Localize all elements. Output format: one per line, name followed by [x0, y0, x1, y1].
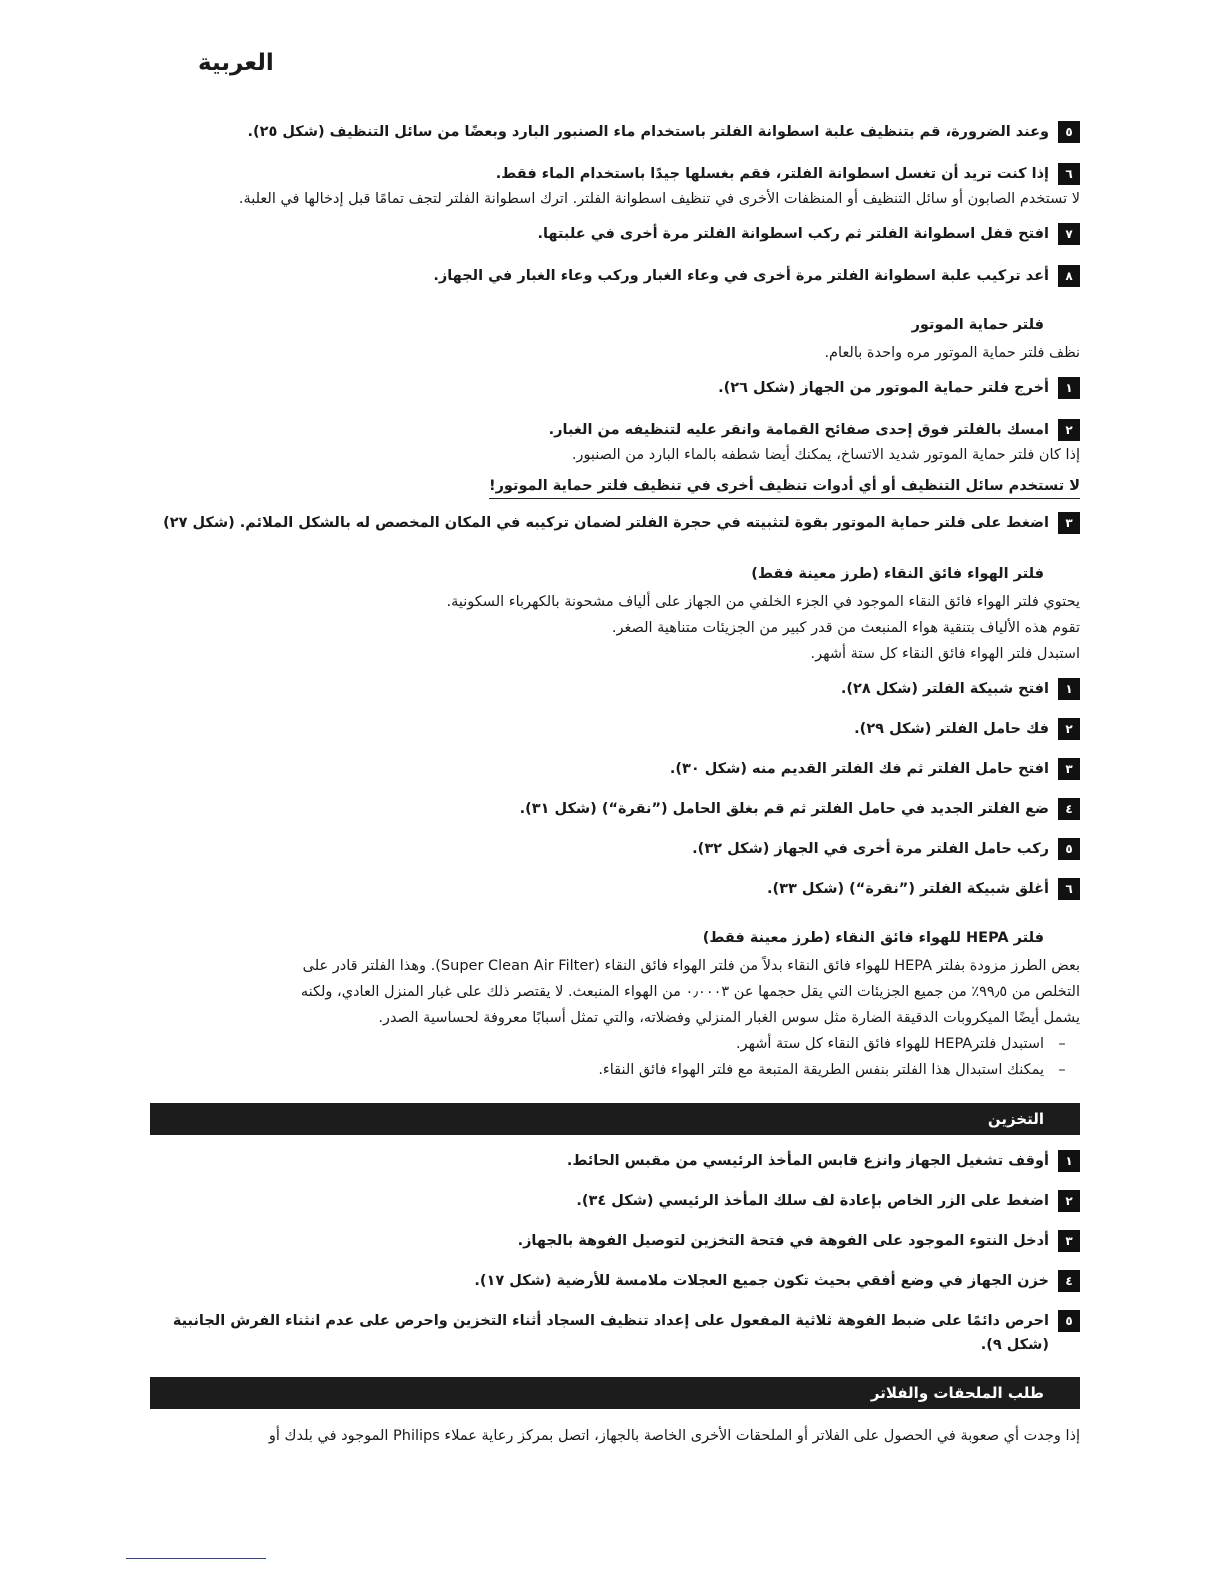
section-band-accessories: طلب الملحقات والفلاتر: [150, 1377, 1080, 1409]
step-number-badge: ٣: [1058, 512, 1080, 534]
footer-rule: [126, 1558, 266, 1559]
step-text: اضغط على الزر الخاص بإعادة لف سلك المأخذ الرئيسي (شكل ٣٤).: [576, 1193, 1049, 1209]
super-clean-line-2: تقوم هذه الألياف بتنقية هواء المنبعث من قدر كبير من الجزيئات متناهية الصغر.: [611, 620, 1080, 636]
motor-step-1: [150, 376, 1080, 400]
section-band-storage: التخزين: [150, 1103, 1080, 1135]
step-number-badge: ٣: [1058, 1230, 1080, 1252]
step-text: خزن الجهاز في وضع أفقي بحيث تكون جميع العجلات ملامسة للأرضية (شكل ١٧).: [474, 1273, 1049, 1289]
motor-note: إذا كان فلتر حماية الموتور شديد الاتساخ، يمكنك أيضا شطفه بالماء البارد من الصنبور.: [571, 447, 1080, 463]
step-number-badge: ٨: [1058, 265, 1080, 287]
step-8-reassemble: [150, 264, 1080, 288]
step-7-unlock-cylinder: [150, 222, 1080, 246]
step-number-badge: ٧: [1058, 223, 1080, 245]
step-text: احرص دائمًا على ضبط الفوهة ثلاثية المفعول على إعداد تنظيف السجاد أثناء التخزين واحرص على عدم انثناء الفرش الجانبية (شكل ٩).: [172, 1313, 1049, 1353]
step-number-badge: ١: [1058, 377, 1080, 399]
step-text: ركب حامل الفلتر مرة أخرى في الجهاز (شكل ٣٢).: [692, 841, 1049, 857]
motor-warning: لا تستخدم سائل التنظيف أو أي أدوات تنظيف أخرى في تنظيف فلتر حماية الموتور!: [489, 474, 1080, 499]
step-number-badge: ٤: [1058, 798, 1080, 820]
step-number-badge: ٥: [1058, 838, 1080, 860]
step-number-badge: ٤: [1058, 1270, 1080, 1292]
super-clean-step-4: [150, 797, 1080, 821]
step-number-badge: ١: [1058, 678, 1080, 700]
step-text: فك حامل الفلتر (شكل ٢٩).: [854, 721, 1049, 737]
step-text: ضع الفلتر الجديد في حامل الفلتر ثم قم بغلق الحامل (”نقرة“) (شكل ٣١).: [519, 801, 1049, 817]
step-6-rinse-cylinder: [150, 162, 1080, 186]
super-clean-step-3: [150, 757, 1080, 781]
step-number-badge: ٥: [1058, 1310, 1080, 1332]
step-text: امسك بالفلتر فوق إحدى صفائح القمامة وانقر عليه لتنظيفه من الغبار.: [548, 422, 1049, 438]
motor-step-2: [150, 418, 1080, 442]
hepa-line-2: التخلص من ٩٩٫٥٪ من جميع الجزيئات التي يقل حجمها عن ٠٫٠٠٠٣ من الهواء المنبعث. لا يقتصر ذلك على غبار المنزل العادي، ولكنه: [300, 984, 1080, 1000]
storage-step-4: [150, 1269, 1080, 1293]
step-number-badge: ٦: [1058, 163, 1080, 185]
bullet-text: استبدل فلترHEPA للهواء فائق النقاء كل ستة أشهر.: [735, 1036, 1044, 1052]
super-clean-step-6: [150, 877, 1080, 901]
section-heading-motor-filter: فلتر حماية الموتور: [911, 317, 1044, 333]
step-number-badge: ٣: [1058, 758, 1080, 780]
super-clean-step-2: [150, 717, 1080, 741]
step-text: افتح قفل اسطوانة الفلتر ثم ركب اسطوانة الفلتر مرة أخرى في علبتها.: [537, 226, 1049, 242]
step-text: وعند الضرورة، قم بتنظيف علبة اسطوانة الفلتر باستخدام ماء الصنبور البارد وبعضًا من سائل التنظيف (شكل ٢٥).: [247, 124, 1049, 140]
accessories-text: إذا وجدت أي صعوبة في الحصول على الفلاتر أو الملحقات الأخرى الخاصة بالجهاز، اتصل بمركز رعاية عملاء Philips الموجود في بلدك أو: [268, 1428, 1080, 1444]
step-number-badge: ٦: [1058, 878, 1080, 900]
step-5-clean-housing: [150, 120, 1080, 144]
page-title: العربية: [198, 50, 274, 76]
step-text: اضغط على فلتر حماية الموتور بقوة لتثبيته في حجرة الفلتر لضمان تركيبه في المكان المخصص له بالشكل الملائم. (شكل ٢٧): [163, 515, 1049, 531]
bullet-text: يمكنك استبدال هذا الفلتر بنفس الطريقة المتبعة مع فلتر الهواء فائق النقاء.: [598, 1062, 1044, 1078]
step-text: أخرج فلتر حماية الموتور من الجهاز (شكل ٢٦).: [718, 380, 1049, 396]
step-text: أوقف تشغيل الجهاز وانزع قابس المأخذ الرئيسي من مقبس الحائط.: [566, 1153, 1049, 1169]
step-text: افتح شبيكة الفلتر (شكل ٢٨).: [840, 681, 1049, 697]
super-clean-step-1: [150, 677, 1080, 701]
super-clean-step-5: [150, 837, 1080, 861]
motor-step-3: [150, 511, 1080, 535]
document-body: [150, 120, 1080, 1449]
step-text: افتح حامل الفلتر ثم فك الفلتر القديم منه (شكل ٣٠).: [669, 761, 1049, 777]
step-number-badge: ٥: [1058, 121, 1080, 143]
step-number-badge: ٢: [1058, 1190, 1080, 1212]
step-text: أغلق شبيكة الفلتر (”نقرة“) (شكل ٣٣).: [766, 881, 1049, 897]
section-heading-hepa-filter: فلتر HEPA للهواء فائق النقاء (طرز معينة فقط): [702, 930, 1044, 946]
hepa-line-1: بعض الطرز مزودة بفلتر HEPA للهواء فائق النقاء بدلاً من فلتر الهواء فائق النقاء (Super Clean Air Filter). وهذا الفلتر قادر على: [302, 958, 1080, 974]
storage-step-5: [150, 1309, 1080, 1357]
step-number-badge: ٢: [1058, 718, 1080, 740]
note-no-soap: لا تستخدم الصابون أو سائل التنظيف أو المنظفات الأخرى في تنظيف اسطوانة الفلتر. اترك اسطوانة الفلتر لتجف تمامًا قبل إدخالها في العلبة.: [238, 191, 1080, 207]
super-clean-line-1: يحتوي فلتر الهواء فائق النقاء الموجود في الجزء الخلفي من الجهاز على ألياف مشحونة بالكهرباء السكونية.: [446, 594, 1080, 610]
motor-intro: نظف فلتر حماية الموتور مره واحدة بالعام.: [824, 345, 1080, 361]
section-heading-super-clean-filter: فلتر الهواء فائق النقاء (طرز معينة فقط): [751, 566, 1044, 582]
hepa-bullet-2: [150, 1057, 1080, 1083]
step-number-badge: ١: [1058, 1150, 1080, 1172]
step-text: أدخل النتوء الموجود على الفوهة في فتحة التخزين لتوصيل الفوهة بالجهاز.: [517, 1233, 1049, 1249]
bullet-dash: –: [1058, 1062, 1066, 1078]
storage-step-1: [150, 1149, 1080, 1173]
step-text: إذا كنت تريد أن تغسل اسطوانة الفلتر، فقم بغسلها جيدًا باستخدام الماء فقط.: [495, 166, 1049, 182]
hepa-line-3: يشمل أيضًا الميكروبات الدقيقة الضارة مثل سوس الغبار المنزلي وفضلاته، والتي تمثل أسبابًا معروفة لحساسية الصدر.: [378, 1010, 1080, 1026]
super-clean-line-3: استبدل فلتر الهواء فائق النقاء كل ستة أشهر.: [810, 646, 1080, 662]
bullet-dash: –: [1058, 1036, 1066, 1052]
storage-step-2: [150, 1189, 1080, 1213]
step-number-badge: ٢: [1058, 419, 1080, 441]
step-text: أعد تركيب علبة اسطوانة الفلتر مرة أخرى في وعاء الغبار وركب وعاء الغبار في الجهاز.: [433, 268, 1049, 284]
storage-step-3: [150, 1229, 1080, 1253]
hepa-bullet-1: [150, 1031, 1080, 1057]
